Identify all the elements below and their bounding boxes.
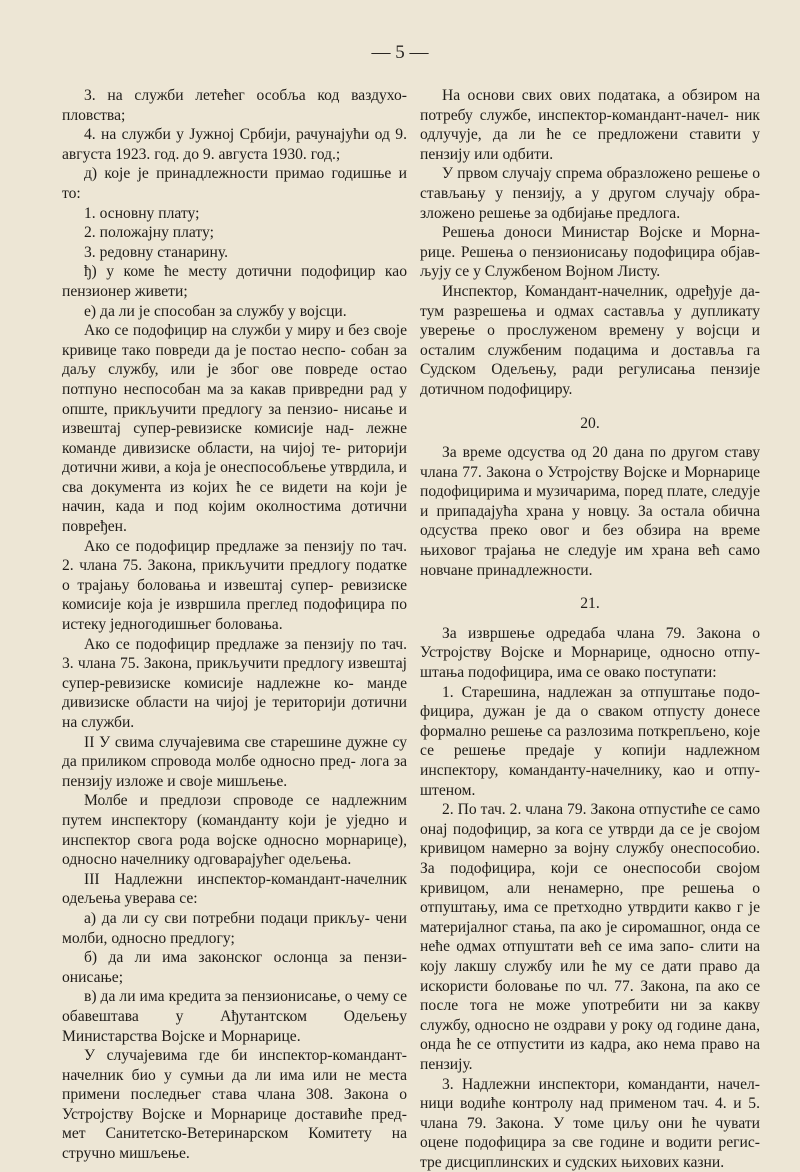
paragraph: 2. По тач. 2. члана 79. Закона отпустиће се само онај подофицир, за кога се утврди да се је својом кривицом намерно за војну службу онеспособио. За подофицира, који се онеспособи својом кривицом, али ненамерно, пре решења о отпуштању, има се претходно утврдити какво г је материјалног стања, па ако је сиромашног, онда се неће одмах отпуштати већ се има запо- слити на коју лакшу службу или ће му се дати право да искористи боловање по чл. 77. Закона, па ако се после тога не може употребити ни за какву службу, односно не оздрави у року од године дана, онда ће се отпустити из кадра, ако нема право на пензију. — [420, 800, 760, 1074]
paragraph: 1. Старешина, надлежан за отпуштање подо- фицира, дужан је да о сваком отпусту донесе формално решење са разлозима поткрепљено, које се решење предаје у копији надлежном инспектору, команданту-начелнику, као и отпу- штеном. — [420, 683, 760, 801]
paragraph: е) да ли је способан за службу у војсци. — [62, 302, 407, 322]
paragraph: 1. основну плату; — [62, 204, 407, 224]
paragraph: Решења доноси Министар Војске и Морна- рице. Решења о пензионисању подофицира објав- љују се у Службеном Војном Листу. — [420, 223, 760, 282]
paragraph: 2. положајну плату; — [62, 223, 407, 243]
paragraph: 4. на служби у Јужној Србији, рачунајући од 9. августа 1923. год. до 9. августа 1930. год.; — [62, 125, 407, 164]
page-number: — 5 — — [0, 42, 800, 64]
paragraph: Молбе и предлози спроводе се надлежним путем инспектору (команданту који је уједно и инспектор свога рода војске односно морнарице), односно начелнику одговарајућег одељења. — [62, 791, 407, 869]
section-number: 21. — [420, 594, 760, 614]
paragraph: а) да ли су сви потребни подаци прикљу- чени молби, односно предлогу; — [62, 909, 407, 948]
paragraph: ђ) у коме ће месту дотични подофицир као пензионер живети; — [62, 262, 407, 301]
paragraph: У првом случају спрема образложено решење о стављању у пензију, а у другом случају обра- зложено решење за одбијање предлога. — [420, 164, 760, 223]
paragraph: д) које је принадлежности примао годишње и то: — [62, 164, 407, 203]
left-column — [62, 86, 407, 1164]
paragraph: Ако се подофицир на служби у миру и без своје кривице тако повреди да је постао неспо- собан за даљу службу, или је због ове повреде остао потпуно неспособан ма за какав привредни рад у опште, прикључити предлогу за пензио- нисање и извештај супер-ревизиске комисије над- лежне команде дивизиске области, на чијој те- риторији дотични живи, а која је онеспособљење утврдила, и сва документа из којих ће се видети на који је начин, када и под којим околностима дотични повређен. — [62, 321, 407, 537]
section-number: 20. — [420, 414, 760, 434]
paragraph: б) да ли има законског ослонца за пензи- онисање; — [62, 948, 407, 987]
right-column — [420, 86, 760, 1172]
paragraph: 3. редовну станарину. — [62, 243, 407, 263]
paragraph: Ако се подофицир предлаже за пензију по тач. 3. члана 75. Закона, прикључити предлогу извештај супер-ревизиске комисије надлежне ко- манде дивизиске области на чијој је територији дотични на служби. — [62, 635, 407, 733]
paragraph: 3. Надлежни инспектори, команданти, начел- ници водиће контролу над применом тач. 4. и 5. члана 79. Закона. У томе циљу они ће чувати оцене подофицира за све године и водити регис- тре дисциплинских и судских њихових казни. — [420, 1075, 760, 1172]
paragraph: На основи свих ових података, а обзиром на потребу службе, инспектор-командант-начел- ник одлучује, да ли ће се предложени ставити у пензију или одбити. — [420, 86, 760, 164]
paragraph: 3. на служби летећег особља код ваздухо- пловства; — [62, 86, 407, 125]
paragraph: Ако се подофицир предлаже за пензију по тач. 2. члана 75. Закона, прикључити предлогу податке о трајању боловања и извештај супер- ревизиске комисије која је извршила преглед подофицира по истеку једногодишњег боловања. — [62, 537, 407, 635]
paragraph: За време одсуства од 20 дана по другом ставу члана 77. Закона о Устројству Војске и Морнарице подофицирима и музичарима, поред плате, следује и припадајућа храна у новцу. За остала обична одсуства преко овог и без обзира на време њиховог трајања не следује им храна већ само новчане принадлежности. — [420, 443, 760, 580]
paragraph: в) да ли има кредита за пензионисање, о чему се обавештава у Ађутантском Одељењу Министарства Војске и Морнарице. — [62, 987, 407, 1046]
paragraph: У случајевима где би инспектор-командант- начелник био у сумњи да ли има или не места примени последњег става члана 308. Закона о Устројству Војске и Морнарице доставиће пред- мет Санитетско-Ветеринарском Комитету на стручно мишљење. — [62, 1046, 407, 1164]
paragraph: За извршење одредаба члана 79. Закона о Устројству Војске и Морнарице, односно отпу- штања подофицира, има се овако поступати: — [420, 624, 760, 683]
paragraph: II У свима случајевима све старешине дужне су да приликом спровода молбе односно пред- лога за пензију изложе и своје мишљење. — [62, 733, 407, 792]
paragraph: Инспектор, Командант-начелник, одређује да- тум разрешења и одмах саставља у дупликату уверење о прослуженом времену у војсци и осталим службеним подацима и доставља га Судском Одељењу, ради регулисања пензије дотичном подофициру. — [420, 282, 760, 400]
paragraph: III Надлежни инспектор-командант-начелник одељења уверава се: — [62, 870, 407, 909]
